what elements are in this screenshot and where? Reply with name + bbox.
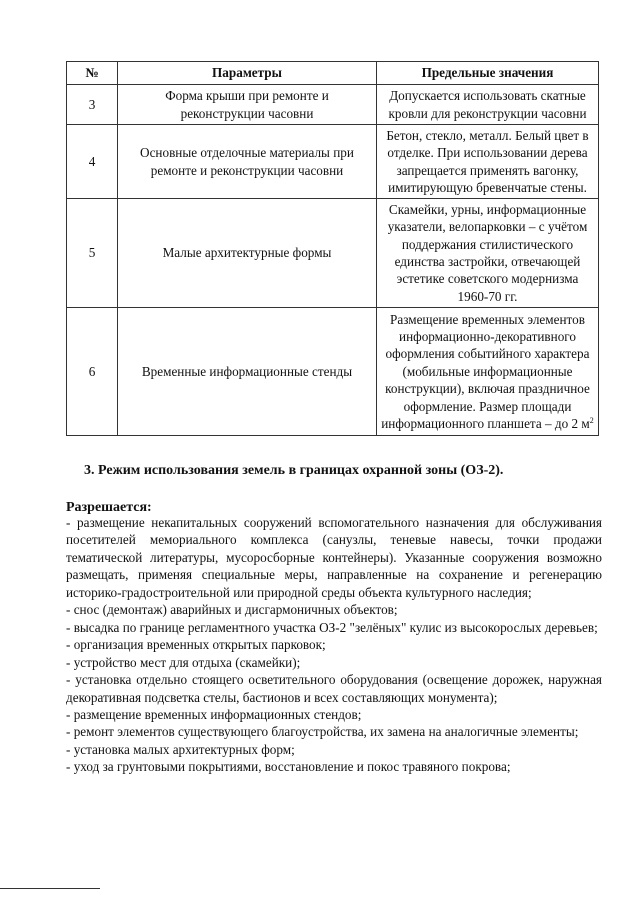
list-item: - организация временных открытых парковок; [66,637,326,653]
table-row [67,125,599,199]
column-header-parameters: Параметры [118,62,377,85]
column-header-number: № [67,62,118,85]
list-item: - уход за грунтовыми покрытиями, восстановление и покос травяного покрова; [66,759,511,775]
allowed-heading: Разрешается: [66,500,152,515]
list-item: - размещение временных информационных стендов; [66,706,362,722]
row-number: 5 [67,199,118,308]
list-item: - высадка по границе регламентного участка ОЗ-2 "зелёных" кулис из высокорослых деревьев; [66,619,598,635]
list-item: - установка малых архитектурных форм; [66,741,295,757]
row-parameter: Малые архитектурные формы [118,199,377,308]
row-parameter: Основные отделочные материалы при ремонте и реконструкции часовни [118,125,377,199]
table-row [67,308,599,436]
row-value: Допускается использовать скатные кровли для реконструкции часовни [377,85,599,125]
row-value-text: Размещение временных элементов информационно-декоративного оформления событийного характера (мобильные информационные конструкции), включая праздничное оформление. Размер площади информационного планшета – до 2 м [381,311,590,432]
table-row [67,85,599,125]
row-value: Скамейки, урны, информационные указатели, велопарковки – с учётом поддержания стилистического единства застройки, отвечающей эстетике советского модернизма 1960-70 гг. [377,199,599,308]
list-item: - снос (демонтаж) аварийных и дисгармоничных объектов; [66,602,398,618]
superscript-exponent: 2 [589,416,594,426]
column-header-limit-values: Предельные значения [377,62,599,85]
row-number: 6 [67,308,118,436]
list-item: - размещение некапитальных сооружений вспомогательного назначения для обслуживания посетителей мемориального комплекса (санузлы, теневые навесы, точки продажи тематической литературы, мусоросборные контейнеры). Указанные сооружения возможно размещать, применяя специальные меры, направленные на сохранение и регенерацию историко-градостроительной или природной среды объекта культурного наследия; [66,515,602,600]
row-parameter: Форма крыши при ремонте и реконструкции часовни [118,85,377,125]
table-header-row [67,62,599,85]
page-content [66,61,598,436]
row-number: 4 [67,125,118,199]
row-number: 3 [67,85,118,125]
list-item: - ремонт элементов существующего благоустройства, их замена на аналогичные элементы; [66,724,579,740]
list-item: - установка отдельно стоящего осветительного оборудования (освещение дорожек, наружная декоративная подсветка стелы, бастионов и всех составляющих монумента); [66,672,602,705]
row-value [377,308,599,436]
row-value: Бетон, стекло, металл. Белый цвет в отделке. При использовании дерева запрещается применять вагонку, имитирующую бревенчатые стены. [377,125,599,199]
footnote-separator [0,888,100,889]
table-row [67,199,599,308]
section-title: 3. Режим использования земель в границах охранной зоны (ОЗ-2). [84,463,504,478]
allowed-items-list [66,514,602,776]
list-item: - устройство мест для отдыха (скамейки); [66,654,301,670]
parameters-table [66,61,599,436]
row-parameter: Временные информационные стенды [118,308,377,436]
